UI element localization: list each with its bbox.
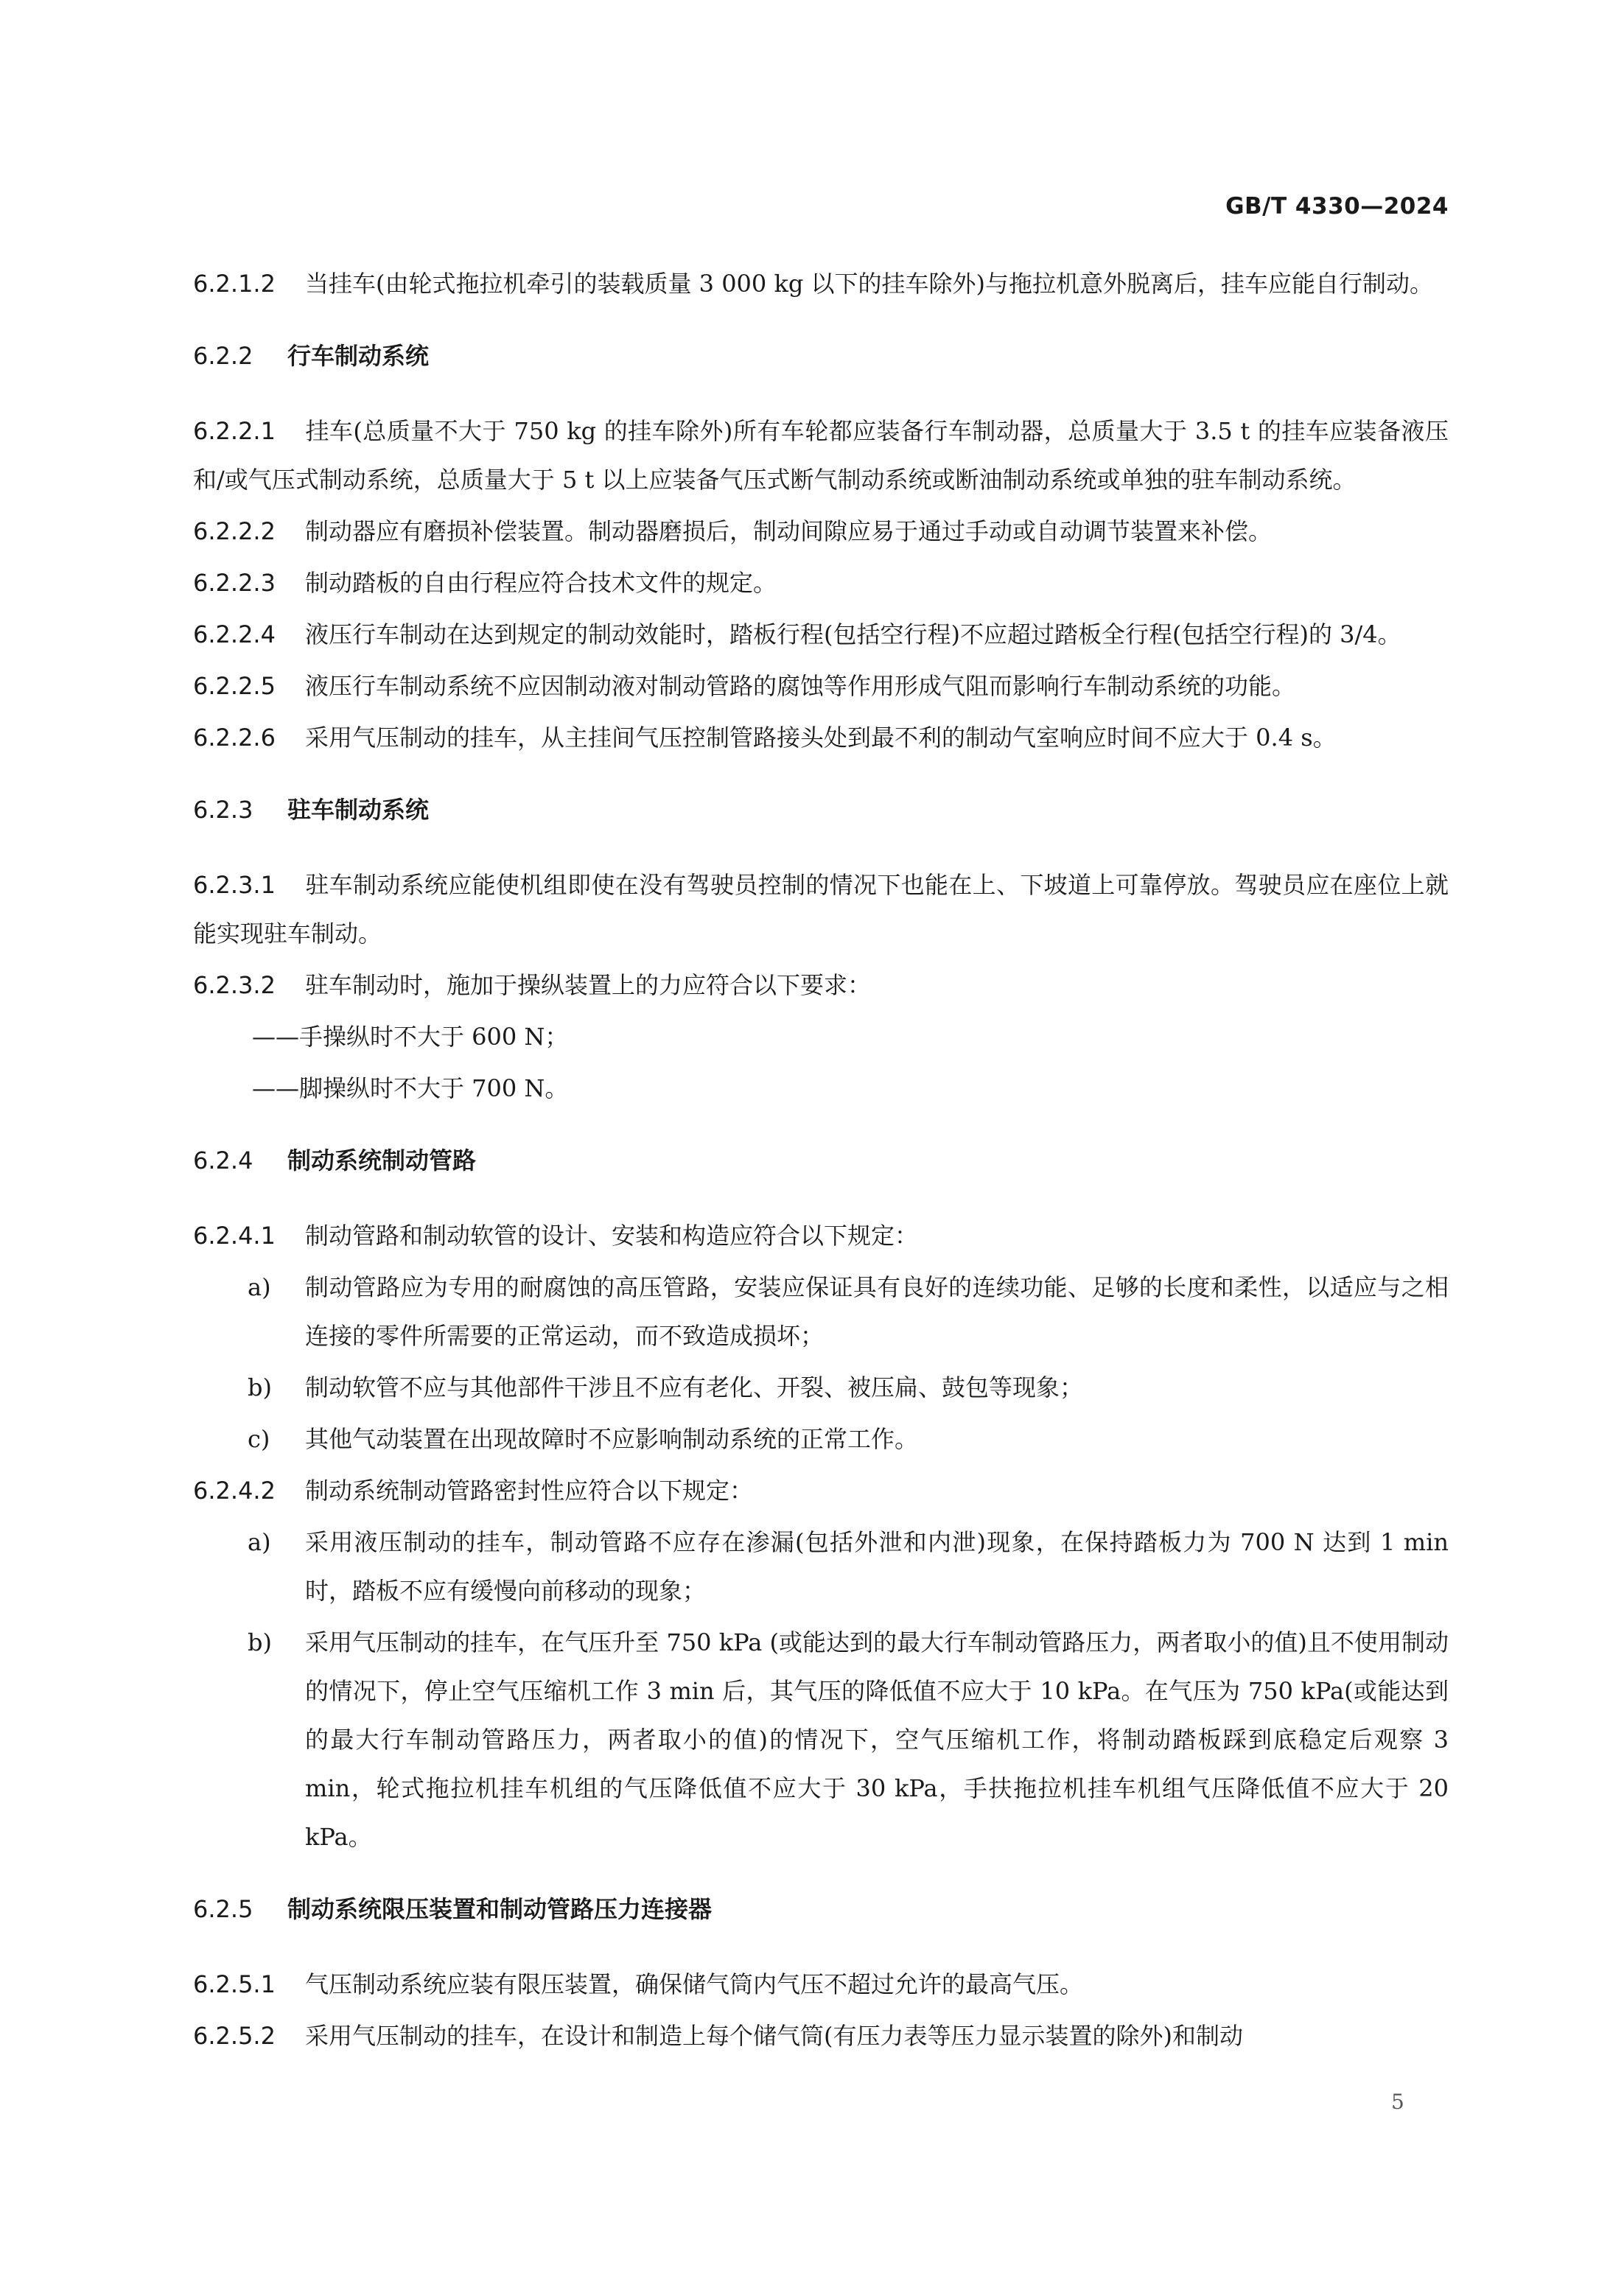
clause-number: 6.2.3.2 (193, 971, 276, 999)
clause-6-2-2-1 (193, 407, 1449, 504)
clause-text: 制动踏板的自由行程应符合技术文件的规定。 (305, 569, 777, 597)
list-label: a) (248, 1528, 271, 1556)
clause-6-2-2-2 (193, 507, 1449, 556)
clause-6-2-2-4 (193, 610, 1449, 659)
clause-6-2-4-2 (193, 1466, 1449, 1515)
clause-number: 6.2.2.6 (193, 724, 276, 752)
section-number: 6.2.2 (193, 342, 253, 370)
section-title: 制动系统制动管路 (287, 1146, 477, 1174)
clause-6-2-2-6 (193, 713, 1449, 762)
dash-item: ——手操纵时不大于 600 N； (252, 1023, 569, 1051)
clause-text: 驻车制动时，施加于操纵装置上的力应符合以下要求： (305, 971, 872, 999)
section-title: 行车制动系统 (287, 342, 430, 370)
list-text: 制动管路应为专用的耐腐蚀的高压管路，安装应保证具有良好的连续功能、足够的长度和柔性，以适应与之相连接的零件所需要的正常运动，而不致造成损坏； (305, 1273, 1449, 1350)
list-item-c (193, 1415, 1449, 1463)
clause-text: 气压制动系统应装有限压装置，确保储气筒内气压不超过允许的最高气压。 (305, 1970, 1084, 1998)
list-text: 采用气压制动的挂车，在气压升至 750 kPa (或能达到的最大行车制动管路压力，两者取小的值)且不使用制动的情况下，停止空气压缩机工作 3 min 后，其气压的降低值不应大于 10 kPa。在气压为 750 kPa(或能达到的最大行车制动管路压力，两者取小的值)的情况下，空气压缩机工作，将制动踏板踩到底稳定后观察 3 min，轮式拖拉机挂车机组的气压降低值不应大于 30 kPa，手扶拖拉机挂车机组气压降低值不应大于 20 kPa。 (305, 1628, 1449, 1851)
clause-number: 6.2.2.5 (193, 672, 276, 700)
clause-6-2-5-1 (193, 1960, 1449, 2009)
clause-number: 6.2.2.4 (193, 620, 276, 648)
clause-number: 6.2.4.2 (193, 1477, 276, 1505)
clause-6-2-4-1 (193, 1211, 1449, 1260)
section-6-2-3 (193, 785, 1449, 834)
section-title: 驻车制动系统 (287, 796, 430, 824)
list-label: c) (248, 1425, 270, 1453)
list-label: b) (248, 1628, 272, 1656)
clause-number: 6.2.2.1 (193, 417, 276, 445)
clause-6-2-5-2 (193, 2012, 1449, 2060)
section-number: 6.2.3 (193, 796, 253, 824)
clause-text: 制动器应有磨损补偿装置。制动器磨损后，制动间隙应易于通过手动或自动调节装置来补偿。 (305, 517, 1273, 545)
list-text: 采用液压制动的挂车，制动管路不应存在渗漏(包括外泄和内泄)现象，在保持踏板力为 700 N 达到 1 min 时，踏板不应有缓慢向前移动的现象； (305, 1528, 1449, 1605)
section-6-2-5 (193, 1885, 1449, 1933)
document-body (193, 259, 1449, 2063)
section-6-2-4 (193, 1136, 1449, 1185)
dash-item: ——脚操纵时不大于 700 N。 (252, 1074, 569, 1102)
clause-text: 液压行车制动在达到规定的制动效能时，踏板行程(包括空行程)不应超过踏板全行程(包括空行程)的 3/4。 (305, 620, 1401, 648)
list-label: b) (248, 1373, 272, 1401)
section-6-2-2 (193, 332, 1449, 380)
clause-number: 6.2.2.2 (193, 517, 276, 545)
clause-text: 当挂车(由轮式拖拉机牵引的装载质量 3 000 kg 以下的挂车除外)与拖拉机意外脱离后，挂车应能自行制动。 (305, 270, 1433, 298)
clause-6-2-3-1 (193, 861, 1449, 958)
clause-number: 6.2.5.1 (193, 1970, 276, 1998)
list-label: a) (248, 1273, 271, 1301)
page-number: 5 (1391, 2090, 1404, 2114)
clause-text: 制动系统制动管路密封性应符合以下规定： (305, 1477, 754, 1505)
section-number: 6.2.5 (193, 1895, 253, 1923)
clause-6-2-3-2 (193, 961, 1449, 1009)
section-title: 制动系统限压装置和制动管路压力连接器 (287, 1895, 713, 1923)
clause-text: 制动管路和制动软管的设计、安装和构造应符合以下规定： (305, 1222, 919, 1250)
list-item-b (193, 1363, 1449, 1412)
clause-text: 采用气压制动的挂车，从主挂间气压控制管路接头处到最不利的制动气室响应时间不应大于 0.4 s。 (305, 724, 1337, 752)
list-text: 其他气动装置在出现故障时不应影响制动系统的正常工作。 (305, 1425, 919, 1453)
list-item-b (193, 1618, 1449, 1861)
clause-number: 6.2.3.1 (193, 871, 276, 899)
clause-text: 驻车制动系统应能使机组即使在没有驾驶员控制的情况下也能在上、下坡道上可靠停放。驾驶员应在座位上就能实现驻车制动。 (193, 871, 1449, 948)
clause-6-2-2-3 (193, 559, 1449, 607)
section-number: 6.2.4 (193, 1146, 253, 1174)
standard-number: GB/T 4330—2024 (1225, 193, 1449, 220)
list-item-a (193, 1263, 1449, 1360)
clause-6-2-1-2 (193, 259, 1449, 308)
list-item-a (193, 1518, 1449, 1615)
clause-text: 挂车(总质量不大于 750 kg 的挂车除外)所有车轮都应装备行车制动器，总质量大于 3.5 t 的挂车应装备液压和/或气压式制动系统，总质量大于 5 t 以上应装备气压式断气制动系统或断油制动系统或单独的驻车制动系统。 (193, 417, 1449, 494)
clause-6-2-2-5 (193, 662, 1449, 710)
list-text: 制动软管不应与其他部件干涉且不应有老化、开裂、被压扁、鼓包等现象； (305, 1373, 1084, 1401)
clause-number: 6.2.4.1 (193, 1222, 276, 1250)
clause-text: 液压行车制动系统不应因制动液对制动管路的腐蚀等作用形成气阻而影响行车制动系统的功能。 (305, 672, 1296, 700)
clause-number: 6.2.1.2 (193, 270, 276, 298)
clause-number: 6.2.2.3 (193, 569, 276, 597)
clause-text: 采用气压制动的挂车，在设计和制造上每个储气筒(有压力表等压力显示装置的除外)和制动 (305, 2022, 1243, 2050)
clause-number: 6.2.5.2 (193, 2022, 276, 2050)
